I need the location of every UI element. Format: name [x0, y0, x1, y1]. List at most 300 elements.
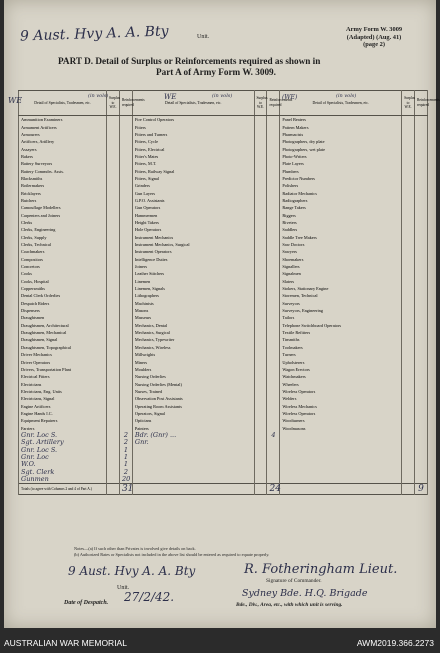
- signature-label: Signature of Commander.: [266, 578, 322, 584]
- number-cell: [267, 160, 280, 167]
- specialist-cell: Instrument Operators: [132, 248, 254, 255]
- specialist-cell: Slaters: [280, 278, 402, 285]
- number-cell: [267, 182, 280, 189]
- number-cell: [415, 153, 428, 160]
- number-cell: [119, 380, 132, 387]
- table-row: [19, 160, 428, 167]
- entry-cell: Gnr. Loc S.: [19, 446, 107, 453]
- table-row: [19, 336, 428, 343]
- col-header-surplus: Surplus to W.E.: [107, 91, 120, 116]
- number-cell: [254, 388, 267, 395]
- number-cell: [107, 410, 120, 417]
- table-row: [19, 219, 428, 226]
- number-cell: [402, 204, 415, 211]
- despatch-date-value: 27/2/42.: [124, 590, 175, 604]
- number-cell: [402, 211, 415, 218]
- number-cell: Gnr.: [132, 439, 254, 446]
- number-cell: [402, 263, 415, 270]
- number-cell: [402, 388, 415, 395]
- number-cell: Bdr. (Gnr) ...: [132, 432, 254, 439]
- number-cell: [267, 219, 280, 226]
- number-cell: [267, 329, 280, 336]
- number-cell: [267, 439, 280, 446]
- number-cell: [267, 322, 280, 329]
- specialist-cell: Wireless Mechanics: [280, 402, 402, 409]
- table-row: [19, 175, 428, 182]
- specialist-cell: Woodturners: [280, 417, 402, 424]
- number-cell: [415, 278, 428, 285]
- number-cell: [132, 469, 254, 476]
- number-cell: [254, 417, 267, 424]
- number-cell: [119, 241, 132, 248]
- number-cell: [267, 358, 280, 365]
- number-cell: [280, 461, 402, 468]
- number-cell: [415, 285, 428, 292]
- number-cell: [107, 292, 120, 299]
- specialist-cell: Fitters, Cycle: [132, 138, 254, 145]
- number-cell: [107, 263, 120, 270]
- number-cell: [107, 476, 120, 484]
- specialist-cell: Storemen, Technical: [280, 292, 402, 299]
- specialist-cell: Saddlers: [280, 226, 402, 233]
- number-cell: [119, 329, 132, 336]
- specialist-cell: Plate Layers: [280, 160, 402, 167]
- number-cell: [119, 145, 132, 152]
- table-row: [19, 182, 428, 189]
- note-line: Notes—(a) If such other than Privates is involved give details on back.: [74, 546, 196, 551]
- number-cell: [415, 241, 428, 248]
- table-row: [19, 322, 428, 329]
- specialist-cell: Operators, Signal: [132, 410, 254, 417]
- number-cell: [402, 219, 415, 226]
- number-cell: [267, 153, 280, 160]
- unit-name-bottom: 9 Aust. Hvy A. A. Bty: [68, 564, 196, 578]
- specialist-cell: Cooks: [19, 270, 107, 277]
- number-cell: [119, 182, 132, 189]
- table-row: [19, 226, 428, 233]
- number-cell: [119, 336, 132, 343]
- specialist-cell: Battery Commdrs. Assts.: [19, 167, 107, 174]
- table-row: [19, 388, 428, 395]
- table-row: [19, 410, 428, 417]
- caption-institution: AUSTRALIAN WAR MEMORIAL: [4, 638, 127, 648]
- number-cell: [107, 307, 120, 314]
- number-cell: [107, 446, 120, 453]
- entry-cell: Sgt. Clerk: [19, 469, 107, 476]
- col-header-required: Reinforcements required: [267, 91, 280, 116]
- table-row: [19, 366, 428, 373]
- specialist-cell: Instrument Mechanics: [132, 234, 254, 241]
- table-row: [19, 373, 428, 380]
- col-header-detail: Detail of Specialists, Tradesmen, etc.: [280, 91, 402, 116]
- number-cell: [107, 226, 120, 233]
- specialist-cell: Textile Refitters: [280, 329, 402, 336]
- number-cell: [132, 461, 254, 468]
- number-cell: [254, 256, 267, 263]
- col-header-required: Reinforcements required: [119, 91, 132, 116]
- number-cell: [254, 351, 267, 358]
- number-cell: [415, 219, 428, 226]
- number-cell: [402, 175, 415, 182]
- table-row: [19, 116, 428, 124]
- number-cell: [267, 476, 280, 484]
- number-cell: [267, 270, 280, 277]
- specialist-cell: Joiners: [132, 263, 254, 270]
- specialist-cell: Fitters: [132, 123, 254, 130]
- table-row: [19, 285, 428, 292]
- number-cell: [402, 314, 415, 321]
- number-cell: [402, 484, 415, 495]
- number-cell: [415, 329, 428, 336]
- col-header-surplus: Surplus to W.E.: [254, 91, 267, 116]
- number-cell: [402, 424, 415, 431]
- number-cell: [402, 234, 415, 241]
- number-cell: [280, 432, 402, 439]
- table-row: [19, 432, 428, 439]
- number-cell: [415, 167, 428, 174]
- specialist-cell: Signallers: [280, 263, 402, 270]
- number-cell: [267, 263, 280, 270]
- number-cell: [119, 211, 132, 218]
- number-cell: [415, 446, 428, 453]
- specialist-cell: Camouflage Modellers: [19, 204, 107, 211]
- number-cell: [267, 292, 280, 299]
- number-cell: [119, 175, 132, 182]
- specialist-cell: Welders: [280, 395, 402, 402]
- number-cell: [107, 138, 120, 145]
- specialist-cell: Fitters, Railway Signal: [132, 167, 254, 174]
- number-cell: [267, 454, 280, 461]
- number-cell: [415, 248, 428, 255]
- number-cell: [254, 395, 267, 402]
- number-cell: [267, 344, 280, 351]
- specialist-cell: Nursing Orderlies (Mental): [132, 380, 254, 387]
- header-mark: (in vols): [212, 93, 233, 99]
- number-cell: [267, 278, 280, 285]
- number-cell: [119, 116, 132, 124]
- number-cell: [402, 248, 415, 255]
- number-cell: [402, 410, 415, 417]
- number-cell: [402, 454, 415, 461]
- specialist-cell: Turners: [280, 351, 402, 358]
- specialist-cell: Draughtsmen: [19, 314, 107, 321]
- number-cell: [267, 307, 280, 314]
- number-cell: [119, 138, 132, 145]
- number-cell: [402, 226, 415, 233]
- number-cell: [415, 395, 428, 402]
- number-cell: [254, 219, 267, 226]
- number-cell: [402, 417, 415, 424]
- number-cell: [119, 234, 132, 241]
- specialist-cell: Hole Operators: [132, 226, 254, 233]
- number-cell: [402, 197, 415, 204]
- entry-cell: Gnr. Loc S.: [19, 432, 107, 439]
- specialist-cell: Opticians: [132, 417, 254, 424]
- number-cell: [415, 351, 428, 358]
- specialist-cell: Fitters, M.T.: [132, 160, 254, 167]
- totals-label: Totals (to agree with Columns 2 and 4 of Part A.): [19, 484, 107, 495]
- number-cell: [267, 145, 280, 152]
- number-cell: [254, 270, 267, 277]
- number-cell: [267, 175, 280, 182]
- number-cell: [254, 234, 267, 241]
- specialist-cell: Gun Layers: [132, 189, 254, 196]
- number-cell: [415, 322, 428, 329]
- specialist-cell: Draughtsmen, Signal: [19, 336, 107, 343]
- specialist-cell: Gun Operators: [132, 204, 254, 211]
- specialist-cell: Fitters, Signal: [132, 175, 254, 182]
- specialist-cell: Woodmasons: [280, 424, 402, 431]
- number-cell: [254, 263, 267, 270]
- number-cell: [254, 461, 267, 468]
- number-cell: [107, 204, 120, 211]
- number-cell: [402, 189, 415, 196]
- specialist-cell: Driver Mechanics: [19, 351, 107, 358]
- specialist-cell: Blacksmiths: [19, 175, 107, 182]
- specialist-cell: Ammunition Examiners: [19, 116, 107, 124]
- table-row: [19, 476, 428, 484]
- number-cell: [107, 454, 120, 461]
- specialist-cell: Millwrights: [132, 351, 254, 358]
- specialist-cell: Mechanics, Wireless: [132, 344, 254, 351]
- specialist-cell: Butchers: [19, 197, 107, 204]
- table-row: [19, 314, 428, 321]
- number-cell: [254, 204, 267, 211]
- table-row: [19, 263, 428, 270]
- despatch-date-label: Date of Despatch.: [64, 600, 109, 606]
- number-cell: [415, 307, 428, 314]
- number-cell: [254, 153, 267, 160]
- number-cell: [267, 461, 280, 468]
- number-cell: [254, 344, 267, 351]
- number-cell: [402, 153, 415, 160]
- number-cell: [254, 116, 267, 124]
- number-cell: [107, 417, 120, 424]
- specialist-cell: Bricklayers: [19, 189, 107, 196]
- specialist-cell: Boilermakers: [19, 182, 107, 189]
- specialist-cell: Masons: [132, 307, 254, 314]
- number-cell: [267, 417, 280, 424]
- number-cell: [119, 351, 132, 358]
- form-ref-line: (page 2): [363, 41, 385, 48]
- number-cell: [402, 167, 415, 174]
- specialist-cell: Pharmacists: [280, 131, 402, 138]
- number-cell: [280, 454, 402, 461]
- specialist-cell: Photographers, wet plate: [280, 145, 402, 152]
- number-cell: [267, 314, 280, 321]
- number-cell: [254, 145, 267, 152]
- commander-signature: R. Fotheringham Lieut.: [244, 562, 398, 577]
- specialist-cell: Concretors: [19, 263, 107, 270]
- number-cell: [402, 402, 415, 409]
- number-cell: [267, 402, 280, 409]
- number-cell: [132, 454, 254, 461]
- number-cell: [267, 211, 280, 218]
- number-cell: [402, 461, 415, 468]
- number-cell: [107, 197, 120, 204]
- number-cell: [254, 226, 267, 233]
- number-cell: [280, 446, 402, 453]
- specialist-cell: Operating Room Assistants: [132, 402, 254, 409]
- number-cell: [254, 373, 267, 380]
- table-row: [19, 446, 428, 453]
- number-cell: [107, 241, 120, 248]
- specialist-cell: Nursing Orderlies: [132, 373, 254, 380]
- specialist-cell: Drivers, Transportation Plant: [19, 366, 107, 373]
- number-cell: [267, 167, 280, 174]
- number-cell: [119, 402, 132, 409]
- number-cell: [415, 344, 428, 351]
- table-row: [19, 424, 428, 431]
- brigade-label: Bde., Div., Area, etc., with which unit is serving.: [236, 602, 343, 608]
- number-cell: [415, 336, 428, 343]
- specialist-cell: Lithographers: [132, 292, 254, 299]
- number-cell: [107, 300, 120, 307]
- number-cell: [107, 351, 120, 358]
- number-cell: [107, 160, 120, 167]
- number-cell: [280, 484, 402, 495]
- number-cell: [254, 182, 267, 189]
- number-cell: [254, 211, 267, 218]
- number-cell: [107, 329, 120, 336]
- number-cell: [132, 476, 254, 484]
- form-ref-line: Army Form W. 3009: [346, 26, 403, 33]
- number-cell: [119, 314, 132, 321]
- number-cell: [119, 417, 132, 424]
- table-row: [19, 123, 428, 130]
- number-cell: [107, 211, 120, 218]
- specialist-cell: Wireless Operators: [280, 410, 402, 417]
- number-cell: [415, 263, 428, 270]
- number-cell: [267, 204, 280, 211]
- number-cell: [107, 116, 120, 124]
- specialist-cell: Masseurs: [132, 314, 254, 321]
- specialist-cell: Electricians: [19, 380, 107, 387]
- number-cell: [402, 138, 415, 145]
- number-cell: [254, 322, 267, 329]
- number-cell: [119, 123, 132, 130]
- number-cell: [415, 211, 428, 218]
- specialist-cell: Carpenters and Joiners: [19, 211, 107, 218]
- table-row: [19, 189, 428, 196]
- specialist-cell: Shoemakers: [280, 256, 402, 263]
- number-cell: [415, 131, 428, 138]
- table-row: [19, 358, 428, 365]
- specialist-cell: Coppersmiths: [19, 285, 107, 292]
- number-cell: [107, 131, 120, 138]
- number-cell: [119, 285, 132, 292]
- table-row: [19, 439, 428, 446]
- number-cell: [267, 285, 280, 292]
- number-cell: [132, 446, 254, 453]
- number-cell: [107, 336, 120, 343]
- specialist-cell: G.P.O. Assistants: [132, 197, 254, 204]
- caption-bar: [0, 628, 440, 653]
- number-cell: [119, 204, 132, 211]
- number-cell: [254, 123, 267, 130]
- specialist-cell: Electricians, Signal: [19, 395, 107, 402]
- number-cell: [415, 314, 428, 321]
- specialist-cell: Photographers, dry plate: [280, 138, 402, 145]
- number-cell: [415, 270, 428, 277]
- specialist-cell: Surveyors: [280, 300, 402, 307]
- specialist-cell: Saw Doctors: [280, 241, 402, 248]
- number-cell: [415, 182, 428, 189]
- specialist-cell: Draughtsmen, Topographical: [19, 344, 107, 351]
- number-cell: [402, 432, 415, 439]
- specialist-cell: Leather Stitchers: [132, 270, 254, 277]
- specialist-cell: Tailors: [280, 314, 402, 321]
- number-cell: [267, 116, 280, 124]
- brigade-handwritten: Sydney Bde. H.Q. Brigade: [242, 588, 368, 599]
- header-mark: (in vols): [88, 93, 109, 99]
- table-row: [19, 461, 428, 468]
- total-value: 24: [267, 484, 280, 495]
- specialist-cell: Painters: [132, 424, 254, 431]
- header-mark: (in vols): [336, 93, 357, 99]
- part-title: [58, 56, 398, 78]
- table-row: [19, 344, 428, 351]
- number-cell: [267, 131, 280, 138]
- specialist-cell: Armament Artificers: [19, 123, 107, 130]
- number-cell: [107, 432, 120, 439]
- note-line: (b) Authorized Rates or Specialists not included in the above list should be entered as required to equate properly.: [74, 552, 270, 557]
- specialist-cell: Grinders: [132, 182, 254, 189]
- entry-cell: Sgt. Artillery: [19, 439, 107, 446]
- number-cell: [254, 189, 267, 196]
- number-cell: [119, 307, 132, 314]
- caption-accession: AWM2019.366.2273: [356, 638, 434, 648]
- table-row: [19, 167, 428, 174]
- specialist-cell: Draughtsmen, Mechanical: [19, 329, 107, 336]
- total-value: 31: [119, 484, 132, 495]
- number-cell: [107, 402, 120, 409]
- number-cell: [415, 469, 428, 476]
- number-cell: [132, 484, 254, 495]
- number-cell: 2: [119, 432, 132, 439]
- specialist-cell: Predictor Numbers: [280, 175, 402, 182]
- number-cell: [267, 226, 280, 233]
- table-row: [19, 300, 428, 307]
- number-cell: 20: [119, 476, 132, 484]
- number-cell: [415, 388, 428, 395]
- number-cell: [107, 278, 120, 285]
- table-row: [19, 131, 428, 138]
- col-header-required: Reinforcements required: [415, 91, 428, 116]
- specialist-cell: Assayers: [19, 145, 107, 152]
- specialist-cell: Clerks: [19, 219, 107, 226]
- number-cell: [267, 138, 280, 145]
- number-cell: [254, 307, 267, 314]
- specialist-cell: Bakers: [19, 153, 107, 160]
- number-cell: [402, 336, 415, 343]
- table-row: [19, 145, 428, 152]
- number-cell: [107, 314, 120, 321]
- number-cell: [280, 469, 402, 476]
- number-cell: [254, 476, 267, 484]
- number-cell: [254, 446, 267, 453]
- number-cell: [107, 388, 120, 395]
- number-cell: 2: [119, 469, 132, 476]
- header-mark: WE: [164, 93, 177, 101]
- number-cell: [402, 395, 415, 402]
- number-cell: [267, 234, 280, 241]
- table-row: [19, 351, 428, 358]
- number-cell: [402, 256, 415, 263]
- specialist-cell: Panel Beaters: [280, 116, 402, 124]
- number-cell: [107, 285, 120, 292]
- specialists-table: [18, 90, 440, 495]
